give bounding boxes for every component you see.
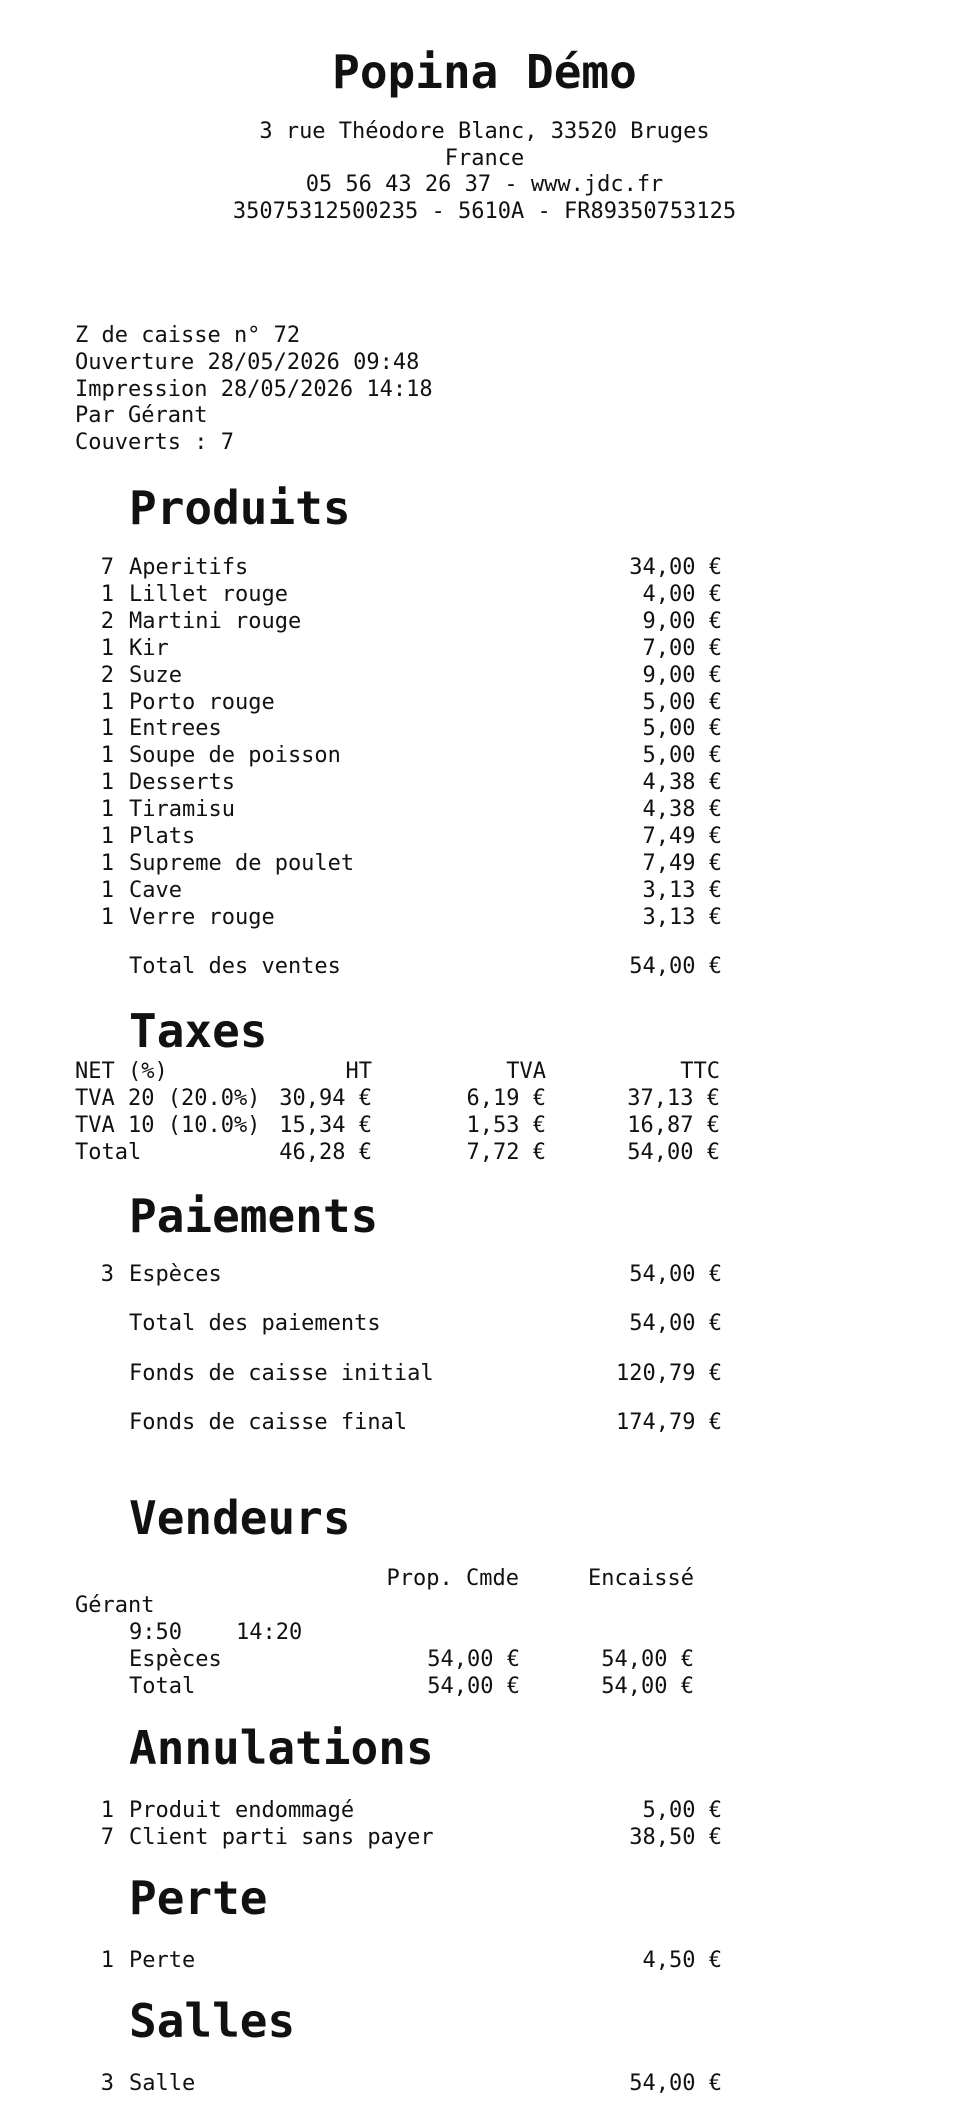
annulations-item-label: Produit endommagé bbox=[129, 1798, 355, 1823]
paiements-total-amount: 54,00 € bbox=[629, 1311, 722, 1336]
section-heading-taxes: Taxes bbox=[129, 1004, 268, 1058]
taxes-header-row bbox=[0, 1058, 969, 1085]
perte-item bbox=[0, 1947, 969, 1974]
section-heading-vendeurs: Vendeurs bbox=[129, 1491, 351, 1545]
perte-item-amount: 4,50 € bbox=[642, 1948, 722, 1973]
restaurant-name: Popina Démo bbox=[332, 45, 637, 99]
vendeurs-header-row bbox=[0, 1565, 969, 1592]
annulations-item-qty: 7 bbox=[100, 1825, 114, 1850]
produits-item-amount: 34,00 € bbox=[629, 555, 722, 580]
produits-item-label: Soupe de poisson bbox=[129, 743, 341, 769]
produits-item-label: Martini rouge bbox=[129, 608, 302, 634]
perte-item-qty: 1 bbox=[100, 1948, 114, 1973]
produits-item-qty: 1 bbox=[100, 743, 114, 769]
vendeurs-col-prop: Prop. Cmde bbox=[386, 1566, 519, 1591]
vendeurs-row-encaisse: 54,00 € bbox=[601, 1647, 694, 1672]
taxes-row-ht: 46,28 € bbox=[279, 1140, 372, 1165]
taxes-col-net: NET (%) bbox=[75, 1059, 168, 1084]
taxes-row-ttc: 37,13 € bbox=[627, 1086, 720, 1111]
taxes-col-tva: TVA bbox=[506, 1059, 546, 1084]
produits-item bbox=[0, 689, 969, 716]
produits-item-label: Aperitifs bbox=[129, 555, 249, 580]
vendeurs-row-prop: 54,00 € bbox=[427, 1647, 520, 1672]
produits-item-qty: 2 bbox=[100, 662, 114, 688]
annulations-item bbox=[0, 1824, 969, 1851]
produits-item bbox=[0, 850, 969, 877]
produits-item-amount: 7,49 € bbox=[642, 824, 722, 849]
produits-item-label: Plats bbox=[129, 824, 196, 849]
produits-item bbox=[0, 769, 969, 796]
produits-item bbox=[0, 742, 969, 769]
annulations-item bbox=[0, 1797, 969, 1824]
produits-item-amount: 7,00 € bbox=[642, 635, 722, 661]
printing-time: Impression 28/05/2026 14:18 bbox=[75, 377, 433, 402]
initial-float-row bbox=[0, 1360, 969, 1387]
section-heading-salles: Salles bbox=[129, 1994, 296, 2048]
final-float-row bbox=[0, 1409, 969, 1436]
vendeurs-row bbox=[0, 1673, 969, 1700]
taxes-row-ttc: 16,87 € bbox=[627, 1113, 720, 1138]
produits-item bbox=[0, 715, 969, 742]
vendeur-end-time: 14:20 bbox=[236, 1620, 303, 1645]
produits-item-qty: 1 bbox=[100, 770, 114, 796]
salles-item-qty: 3 bbox=[100, 2071, 114, 2096]
produits-item-qty: 1 bbox=[100, 635, 114, 661]
contact-line: 05 56 43 26 37 - www.jdc.fr bbox=[305, 172, 664, 197]
section-heading-paiements: Paiements bbox=[129, 1189, 379, 1243]
final-float-label: Fonds de caisse final bbox=[129, 1410, 408, 1435]
produits-item-qty: 1 bbox=[100, 904, 114, 930]
produits-item-label: Tiramisu bbox=[129, 797, 235, 823]
produits-item bbox=[0, 608, 969, 635]
produits-item bbox=[0, 904, 969, 931]
taxes-col-ttc: TTC bbox=[680, 1059, 720, 1084]
vendeurs-row-encaisse: 54,00 € bbox=[601, 1674, 694, 1699]
vendeurs-row-label: Total bbox=[129, 1674, 196, 1699]
perte-item-label: Perte bbox=[129, 1948, 196, 1973]
taxes-row bbox=[0, 1085, 969, 1112]
produits-item-amount: 3,13 € bbox=[642, 877, 722, 903]
final-float-amount: 174,79 € bbox=[616, 1410, 722, 1435]
produits-item-label: Porto rouge bbox=[129, 689, 275, 715]
produits-item-label: Kir bbox=[129, 635, 169, 661]
produits-item-amount: 4,00 € bbox=[642, 581, 722, 607]
produits-item-amount: 9,00 € bbox=[642, 608, 722, 634]
vendeurs-row-label: Espèces bbox=[129, 1647, 222, 1672]
section-heading-annulations: Annulations bbox=[129, 1721, 434, 1775]
vendeur-hours-row bbox=[0, 1619, 969, 1646]
produits-item-label: Desserts bbox=[129, 770, 235, 796]
taxes-row bbox=[0, 1139, 969, 1166]
produits-item-qty: 1 bbox=[100, 824, 114, 849]
produits-item-amount: 4,38 € bbox=[642, 797, 722, 823]
taxes-row-ttc: 54,00 € bbox=[627, 1140, 720, 1165]
taxes-row-name: Total bbox=[75, 1140, 142, 1165]
produits-item-amount: 4,38 € bbox=[642, 770, 722, 796]
produits-item-amount: 5,00 € bbox=[642, 716, 722, 742]
vendeurs-row bbox=[0, 1646, 969, 1673]
paiements-total-label: Total des paiements bbox=[129, 1311, 381, 1336]
produits-item-label: Verre rouge bbox=[129, 904, 275, 930]
taxes-row-tva: 7,72 € bbox=[466, 1140, 546, 1165]
annulations-item-label: Client parti sans payer bbox=[129, 1825, 434, 1850]
address-line: 3 rue Théodore Blanc, 33520 Bruges bbox=[259, 119, 710, 144]
produits-item bbox=[0, 554, 969, 581]
z-number: Z de caisse n° 72 bbox=[75, 323, 301, 348]
produits-item bbox=[0, 635, 969, 662]
produits-item-label: Cave bbox=[129, 877, 182, 903]
produits-total-label: Total des ventes bbox=[129, 954, 341, 979]
produits-item bbox=[0, 823, 969, 850]
printed-by: Par Gérant bbox=[75, 403, 208, 428]
salles-item bbox=[0, 2070, 969, 2097]
taxes-row bbox=[0, 1112, 969, 1139]
produits-item-label: Suze bbox=[129, 662, 182, 688]
produits-item-qty: 1 bbox=[100, 850, 114, 876]
taxes-row-name: TVA 20 (20.0%) bbox=[75, 1086, 261, 1111]
taxes-col-ht: HT bbox=[345, 1059, 372, 1084]
produits-item-qty: 1 bbox=[100, 689, 114, 715]
company-ids: 35075312500235 - 5610A - FR89350753125 bbox=[232, 199, 737, 224]
salles-item-label: Salle bbox=[129, 2071, 196, 2096]
address-country: France bbox=[444, 146, 525, 171]
vendeurs-col-encaisse: Encaissé bbox=[588, 1566, 694, 1591]
produits-item-amount: 3,13 € bbox=[642, 904, 722, 930]
taxes-row-ht: 15,34 € bbox=[279, 1113, 372, 1138]
opening-time: Ouverture 28/05/2026 09:48 bbox=[75, 350, 420, 375]
produits-item-qty: 1 bbox=[100, 581, 114, 607]
produits-item-qty: 1 bbox=[100, 877, 114, 903]
initial-float-label: Fonds de caisse initial bbox=[129, 1361, 434, 1386]
taxes-row-name: TVA 10 (10.0%) bbox=[75, 1113, 261, 1138]
paiements-item-label: Espèces bbox=[129, 1262, 222, 1287]
produits-total-amount: 54,00 € bbox=[629, 954, 722, 979]
produits-item-qty: 1 bbox=[100, 716, 114, 742]
produits-item-qty: 7 bbox=[100, 555, 114, 580]
produits-item-amount: 7,49 € bbox=[642, 850, 722, 876]
vendeur-start-time: 9:50 bbox=[129, 1620, 182, 1645]
produits-item-amount: 5,00 € bbox=[642, 689, 722, 715]
taxes-row-tva: 1,53 € bbox=[466, 1113, 546, 1138]
annulations-item-qty: 1 bbox=[100, 1798, 114, 1823]
vendeur-name: Gérant bbox=[75, 1593, 155, 1618]
produits-item-qty: 2 bbox=[100, 608, 114, 634]
produits-item bbox=[0, 877, 969, 904]
annulations-item-amount: 5,00 € bbox=[642, 1798, 722, 1823]
produits-item-label: Entrees bbox=[129, 716, 222, 742]
produits-total-row bbox=[0, 953, 969, 980]
paiements-total-row bbox=[0, 1310, 969, 1337]
covers-count: Couverts : 7 bbox=[75, 430, 234, 455]
produits-item-qty: 1 bbox=[100, 797, 114, 823]
produits-item bbox=[0, 796, 969, 823]
salles-item-amount: 54,00 € bbox=[629, 2071, 722, 2096]
produits-item-label: Supreme de poulet bbox=[129, 850, 355, 876]
vendeurs-row-prop: 54,00 € bbox=[427, 1674, 520, 1699]
section-heading-perte: Perte bbox=[129, 1871, 268, 1925]
produits-item-amount: 9,00 € bbox=[642, 662, 722, 688]
produits-item-label: Lillet rouge bbox=[129, 581, 288, 607]
produits-item-amount: 5,00 € bbox=[642, 743, 722, 769]
initial-float-amount: 120,79 € bbox=[616, 1361, 722, 1386]
paiements-item-amount: 54,00 € bbox=[629, 1262, 722, 1287]
annulations-item-amount: 38,50 € bbox=[629, 1825, 722, 1850]
produits-item bbox=[0, 662, 969, 689]
produits-item bbox=[0, 581, 969, 608]
taxes-row-ht: 30,94 € bbox=[279, 1086, 372, 1111]
paiements-item-qty: 3 bbox=[100, 1262, 114, 1287]
paiements-item bbox=[0, 1261, 969, 1288]
taxes-row-tva: 6,19 € bbox=[466, 1086, 546, 1111]
section-heading-produits: Produits bbox=[129, 481, 351, 535]
